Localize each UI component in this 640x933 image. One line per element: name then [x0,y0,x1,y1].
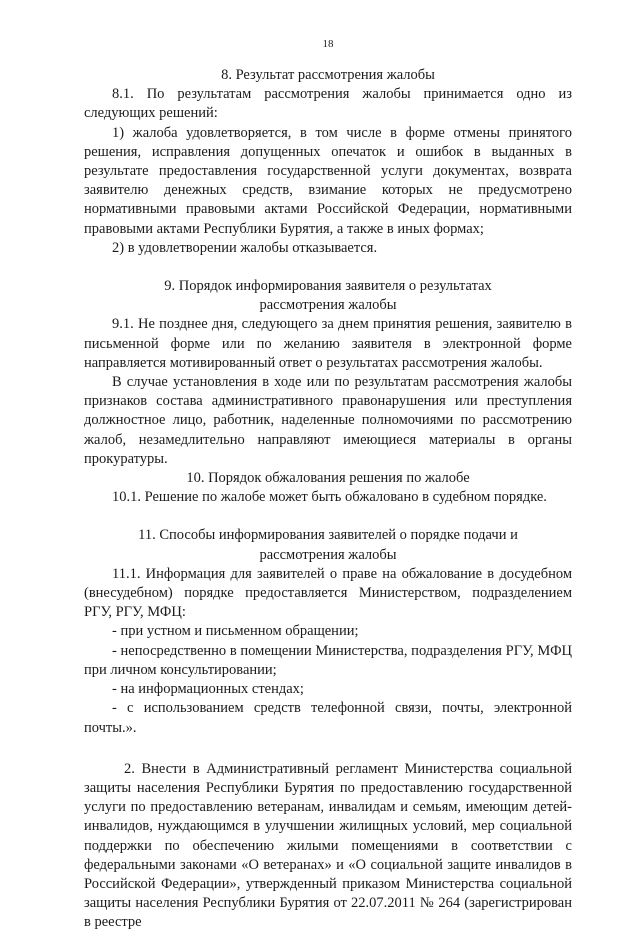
section-9-title-line-1: 9. Порядок информирования заявителя о результатах [164,278,492,295]
section-8-paragraph-1: 8.1. По результатам рассмотрения жалобы принимается одно из следующих решений: [84,86,572,122]
section-11-paragraph-1: 11.1. Информация для заявителей о праве на обжалование в досудебном (внесудебном) порядке предоставляется Министерством, подразделением РГУ, РГУ, МФЦ: [84,565,572,621]
spacer [84,738,572,760]
amendment-paragraph: 2. Внести в Административный регламент Министерства социальной защиты населения Республики Бурятия по предоставлению государственной услуги по предоставлению ветеранам, инвалидам и семьям, имеющим детей-инвалидов, нуждающимся в улучшении жилищных условий, мер социальной поддержки по обеспечению жилыми помещениями в соответствии с федеральными законами «О ветеранах» и «О социальной защите инвалидов в Российской Федерации», утвержденный приказом Министерства социальной защиты населения Республики Бурятия от 22.07.2011 № 264 (зарегистрирован в реестре [84,760,572,931]
section-9-paragraph-2: В случае установления в ходе или по результатам рассмотрения жалобы признаков состава административного правонарушения или преступления должностное лицо, работник, наделенные полномочиями по рассмотрению жалоб, незамедлительно направляют имеющиеся материалы в органы прокуратуры. [84,374,572,467]
spacer [84,507,572,526]
list-item: - на информационных стендах; [112,681,304,698]
page-number: 18 [322,38,334,50]
list-item: - с использованием средств телефонной связи, почты, электронной почты.». [84,700,572,736]
section-10-title: 10. Порядок обжалования решения по жалобе [186,470,470,487]
section-8-title: 8. Результат рассмотрения жалобы [221,67,435,83]
spacer [84,258,572,277]
document-body [84,66,572,933]
section-11-title-line-2: рассмотрения жалобы [259,546,397,563]
section-10-paragraph-1: 10.1. Решение по жалобе может быть обжаловано в судебном порядке. [112,489,547,506]
section-11-title-line-1: 11. Способы информирования заявителей о порядке подачи и [138,527,518,544]
section-8-paragraph-2: 1) жалоба удовлетворяется, в том числе в форме отмены принятого решения, исправления допущенных опечаток и ошибок в выданных в результате предоставления государственной услуги документах, возврата заявителю денежных средств, взимание которых не предусмотрено нормативными правовыми актами Российской Федерации, нормативными правовыми актами Республики Бурятия, а также в иных формах; [84,124,572,237]
list-item: - непосредственно в помещении Министерства, подразделения РГУ, МФЦ при личном консультировании; [84,642,572,678]
section-9-paragraph-1: 9.1. Не позднее дня, следующего за днем принятия решения, заявителю в письменной форме или по желанию заявителя в электронной форме направляется мотивированный ответ о результатах рассмотрения жалобы. [84,316,572,371]
section-9-title-line-2: рассмотрения жалобы [259,297,397,314]
section-8-paragraph-3: 2) в удовлетворении жалобы отказывается. [112,239,378,256]
list-item: - при устном и письменном обращении; [112,623,359,640]
